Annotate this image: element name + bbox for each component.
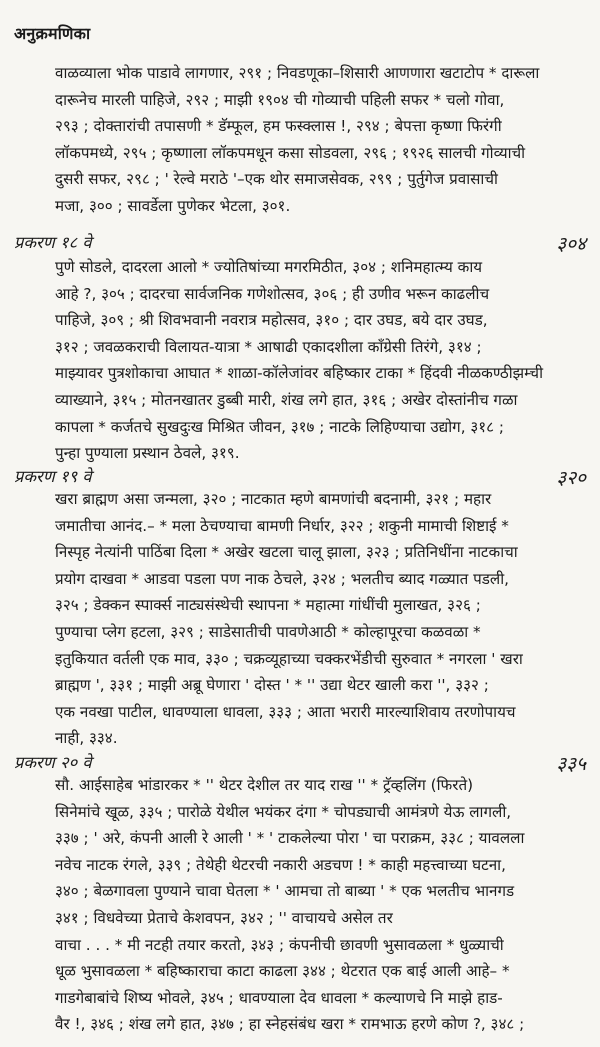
chapter-20-title: प्रकरण २० वे [14,753,92,772]
chapter-18-header [14,230,586,256]
chapter-18-paragraph: पुणे सोडले, दादरला आलो * ज्योतिषांच्या मगरमिठीत, ३०४ ; शनिमहात्म्य काय आहे ?, ३०५ ; दादरचा सार्वजनिक गणेशोत्सव, ३०६ ; ही उणीव भरून काढलीच पाहिजे, ३०९ ; श्री शिवभवानी नवरात्र महोत्सव, ३१० ; दार उघड, बये दार उघड, ३१२ ; जवळकराची विलायत-यात्रा * आषाढी एकादशीला कॉंग्रेसी तिरंगे, ३१४ ; माझ्यावर पुत्रशोकाचा आघात * शाळा-कॉलेजांवर बहिष्कार टाका * हिंदवी नीळकण्ठीझम्ची व्याख्याने, ३१५ ; मोतनखातर डुब्बी मारी, शंख लगे हात, ३१६ ; अखेर दोस्तांनीच गळा कापला * कर्जतचे सुखदुःख मिश्रित जीवन, ३१७ ; नाटके लिहिण्याचा उद्योग, ३१८ ; पुन्हा पुण्याला प्रस्थान ठेवले, ३१९. [55,258,544,463]
chapter-19-paragraph: खरा ब्राह्मण असा जन्मला, ३२० ; नाटकात म्हणे बामणांची बदनामी, ३२१ ; महार जमातीचा आनंद.– * मला ठेचण्याचा बामणी निर्धार, ३२२ ; शकुनी मामाची शिष्टाई * निस्पृह नेत्यांनी पाठिंबा दिला * अखेर खटला चालू झाला, ३२३ ; प्रतिनिधींना नाटकाचा प्रयोग दाखवा * आडवा पडला पण नाक ठेचले, ३२४ ; भलतीच ब्याद गळ्यात पडली, ३२५ ; डेक्कन स्पार्क्स नाट्यसंस्थेची स्थापना * महात्मा गांधींची मुलाखत, ३२६ ; पुण्याचा प्लेग हटला, ३२९ ; साडेसातीची पावणेआठी * कोल्हापूरचा कळवळा * इतुकियात वर्तली एक माव, ३३० ; चक्रव्यूहाच्या चक्करभेंडीची सुरुवात * नगरला ' खरा ब्राह्मण ', ३३१ ; माझी अब्रू घेणारा ' दोस्त ' * '' उद्या थेटर खाली करा '', ३३२ ; एक नवखा पाटील, धावण्याला धावला, ३३३ ; आता भरारी मारल्याशिवाय तरणोपायच नाही, ३३४. [55,490,523,748]
chapter-19-title: प्रकरण १९ वे [14,467,92,486]
chapter-18-page-number: ३०४ [556,233,586,255]
intro-paragraph: वाळव्याला भोक पाडावे लागणार, २९१ ; निवडणूका–शिसारी आणणारा खटाटोप * दारूला दारूनेच मारली पाहिजे, २९२ ; माझी १९०४ ची गोव्याची पहिली सफर * चलो गोवा, २९३ ; दोक्तारांची तपासणी * डॅम्फूल, हम फस्क्लास !, २९४ ; बेपत्ता कृष्णा फिरंगी लॉकपमध्ये, २९५ ; कृष्णाला लॉकपमधून कसा सोडवला, २९६ ; १९२६ सालची गोव्याची दुसरी सफर, २९८ ; ' रेल्वे मराठे '–एक थोर समाजसेवक, २९९ ; पुर्तुगेज प्रवासाची मजा, ३०० ; सावर्डेला पुणेकर भेटला, ३०१. [55,64,540,215]
chapter-20-page-number: ३३५ [556,753,586,775]
chapter-18-title: प्रकरण १८ वे [14,233,92,252]
chapter-20-paragraph: सौ. आईसाहेब भांडारकर * '' थेटर देशील तर याद राख '' * ट्रॅव्हलिंग (फिरते) सिनेमांचे खूळ, ३३५ ; पारोळे येथील भयंकर दंगा * चोपड्याची आमंत्रणे येऊ लागली, ३३७ ; ' अरे, कंपनी आली रे आली ' * ' टाकलेल्या पोरा ' चा पराक्रम, ३३८ ; यावलला नवेच नाटक रंगले, ३३९ ; तेथेही थेटरची नकारी अडचण ! * काही महत्त्वाच्या घटना, ३४० ; बेळगावला पुण्याने चावा घेतला * ' आमचा तो बाब्या ' * एक भलतीच भानगड ३४१ ; विधवेच्या प्रेताचे केशवपन, ३४२ ; '' वाचायचे असेल तर वाचा . . . * मी नटही तयार करतो, ३४३ ; कंपनीची छावणी भुसावळला * धुळ्याची धूळ भुसावळला * बहिष्काराचा काटा काढला ३४४ ; थेटरात एक बाई आली आहे– * गाडगेबाबांचे शिष्य भोवले, ३४५ ; धावण्याला देव धावला * कल्याणचे नि माझे हाड- वैर !, ३४६ ; शंख लगे हात, ३४७ ; हा स्नेहसंबंध खरा * रामभाऊ हरणे कोण ?, ३४८ ; [55,776,525,1034]
chapter-19-page-number: ३२० [556,467,586,489]
page-heading: अनुक्रमणिका [14,24,91,43]
